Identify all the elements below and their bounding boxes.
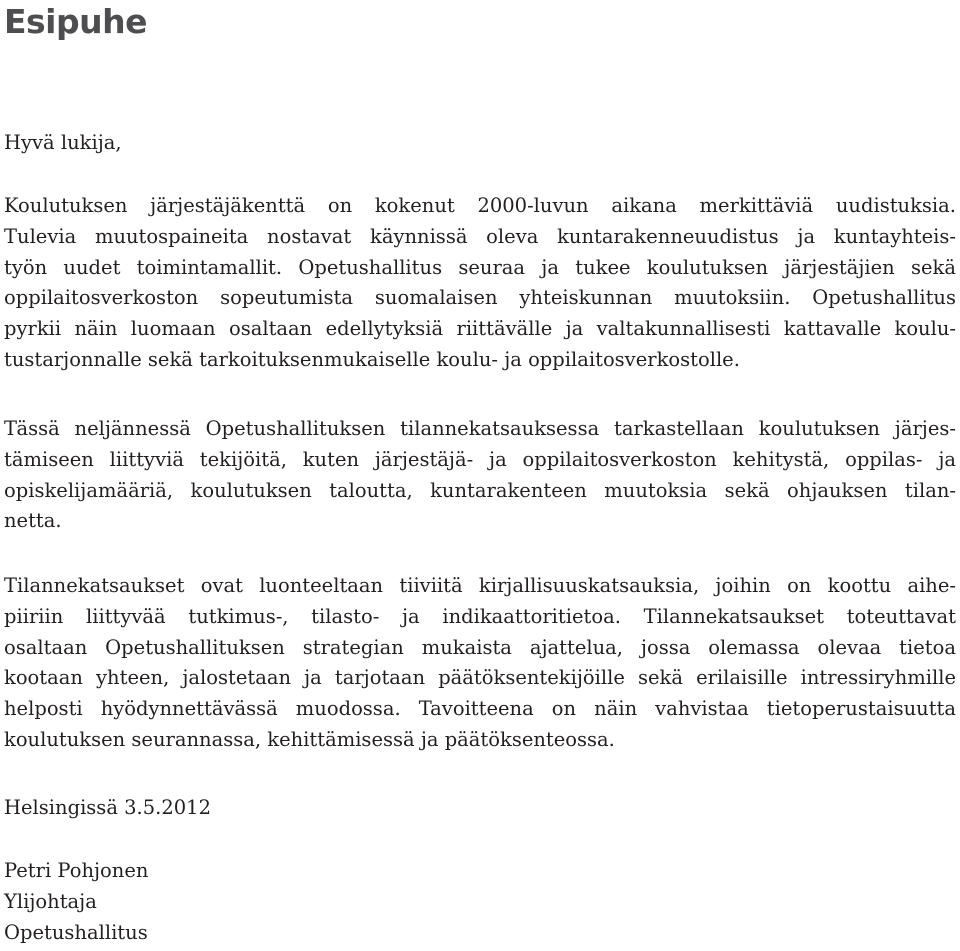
paragraph-line: Tässä neljännessä Opetushallituksen tilannekatsauksessa tarkastellaan koulutuksen järjes-	[4, 417, 956, 440]
paragraph-line: työn uudet toimintamallit. Opetushallitus seuraa ja tukee koulutuksen järjestäjien sekä	[4, 255, 956, 279]
signer-title: Ylijohtaja	[4, 889, 97, 913]
paragraph-line: netta.	[4, 509, 62, 533]
paragraph-line: oppilaitosverkoston sopeutumista suomalaisen yhteiskunnan muutoksiin. Opetushallitus	[4, 286, 956, 310]
paragraph-line: osaltaan Opetushallituksen strategian mukaista ajattelua, jossa olemassa olevaa tietoa	[4, 635, 956, 659]
paragraph-line: Tulevia muutospaineita nostavat käynnissä oleva kuntarakenneuudistus ja kuntayhteis-	[4, 224, 956, 248]
place-date: Helsingissä 3.5.2012	[4, 796, 211, 819]
paragraph-2	[4, 414, 956, 537]
paragraph-line: Tilannekatsaukset ovat luonteeltaan tiiviitä kirjallisuuskatsauksia, joihin on koottu aihe-	[4, 574, 956, 597]
paragraph-line: tustarjonnalle sekä tarkoituksenmukaiselle koulu- ja oppilaitosverkostolle.	[4, 347, 740, 371]
paragraph-line: tämiseen liittyviä tekijöitä, kuten järjestäjä- ja oppilaitosverkoston kehitystä, oppilas- ja	[4, 447, 956, 471]
paragraph-1	[4, 191, 956, 376]
paragraph-line: koulutuksen seurannassa, kehittämisessä ja päätöksenteossa.	[4, 727, 615, 751]
page-title: Esipuhe	[4, 2, 147, 41]
signer-organization: Opetushallitus	[4, 920, 148, 944]
paragraph-line: pyrkii näin luomaan osaltaan edellytyksiä riittävälle ja valtakunnallisesti kattavalle koulu-	[4, 317, 956, 341]
signer-name: Petri Pohjonen	[4, 859, 149, 882]
paragraph-line: kootaan yhteen, jalostetaan ja tarjotaan päätöksentekijöille sekä erilaisille intressiryhmille	[4, 666, 956, 690]
paragraph-line: Koulutuksen järjestäjäkenttä on kokenut 2000-luvun aikana merkittäviä uudistuksia.	[4, 194, 956, 217]
paragraph-line: opiskelijamääriä, koulutuksen taloutta, kuntarakenteen muutoksia sekä ohjauksen tilan-	[4, 478, 956, 502]
paragraph-3	[4, 571, 956, 756]
salutation: Hyvä lukija,	[4, 131, 122, 154]
paragraph-line: helposti hyödynnettävässä muodossa. Tavoitteena on näin vahvistaa tietoperustaisuutta	[4, 697, 956, 721]
paragraph-line: piiriin liittyvää tutkimus-, tilasto- ja indikaattoritietoa. Tilannekatsaukset toteuttavat	[4, 604, 956, 628]
signature-block	[4, 856, 956, 948]
